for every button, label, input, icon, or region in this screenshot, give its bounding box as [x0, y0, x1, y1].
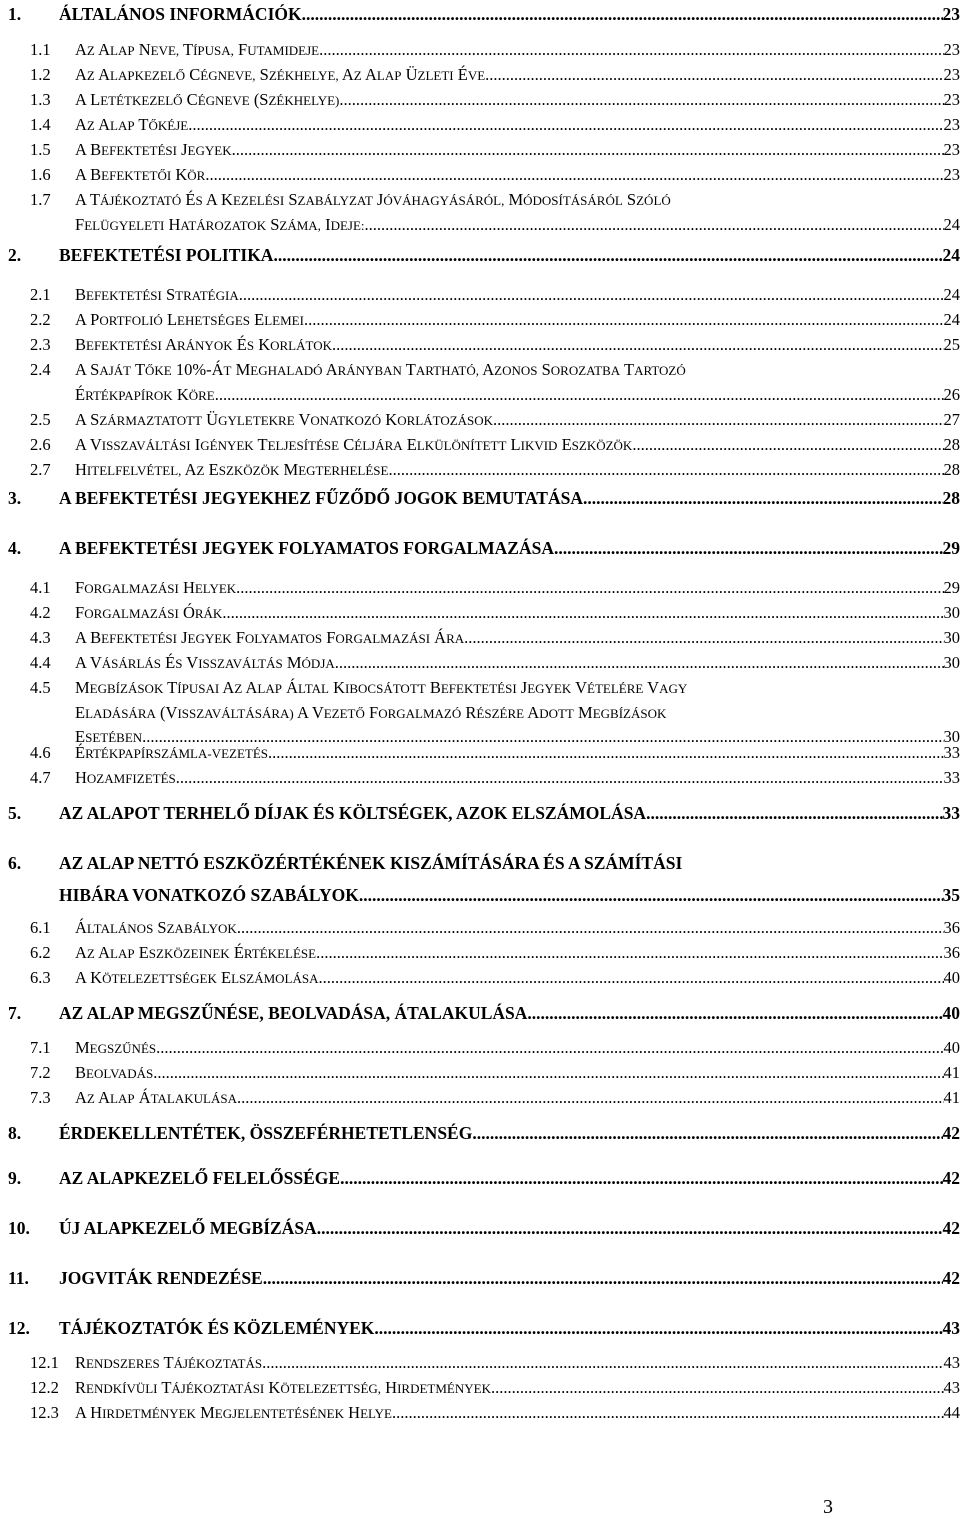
dot-leader: [554, 538, 943, 559]
toc-title: A BEFEKTETÉSI JEGYEK FOLYAMATOS FORGALMAZÁSI ÁRA: [75, 628, 465, 647]
toc-line: [75, 435, 960, 455]
toc-title: ÉRTÉKPAPÍRSZÁMLA-VEZETÉS: [75, 743, 269, 762]
toc-title: BEFEKTETÉSI POLITIKA: [59, 245, 274, 265]
dot-leader: [239, 285, 944, 305]
toc-line: [75, 703, 960, 723]
toc-line: [59, 1268, 960, 1289]
toc-line: [75, 90, 960, 110]
dot-leader: [215, 385, 944, 405]
toc-line: [59, 245, 960, 266]
dot-leader: [632, 435, 943, 455]
toc-page-number: 30: [943, 727, 960, 746]
toc-line: [59, 1123, 960, 1144]
toc-title: HITELFELVÉTEL, AZ ESZKÖZÖK MEGTERHELÉSE: [75, 460, 389, 479]
toc-number: 2.: [8, 245, 22, 265]
toc-title: FORGALMAZÁSI ÓRÁK: [75, 603, 223, 622]
toc-page-number: 44: [943, 1403, 960, 1422]
toc-line: [75, 310, 960, 330]
toc-number: 1.1: [30, 40, 51, 59]
toc-number: 12.2: [30, 1378, 59, 1397]
dot-leader: [188, 115, 943, 135]
toc-title: AZ ALAP NETTÓ ESZKÖZÉRTÉKÉNEK KISZÁMÍTÁSÁRA ÉS A SZÁMÍTÁSI: [59, 853, 683, 873]
toc-line: [75, 335, 960, 355]
toc-line: [75, 1378, 960, 1398]
toc-page-number: 27: [943, 410, 960, 429]
toc-title: AZ ALAP NEVE, TÍPUSA, FUTAMIDEJE: [75, 40, 320, 59]
toc-line: [59, 1168, 960, 1189]
toc-page-number: 29: [942, 538, 960, 558]
dot-leader: [237, 1088, 944, 1108]
dot-leader: [493, 410, 943, 430]
toc-line: [75, 410, 960, 430]
toc-number: 6.3: [30, 968, 51, 987]
toc-title: MEGSZŰNÉS: [75, 1038, 157, 1057]
toc-line: [75, 385, 960, 405]
toc-page-number: 24: [943, 285, 960, 304]
toc-page-number: 40: [943, 1038, 960, 1057]
toc-number: 6.1: [30, 918, 51, 937]
toc-number: 4.4: [30, 653, 51, 672]
toc-title: A HIRDETMÉNYEK MEGJELENTETÉSÉNEK HELYE: [75, 1403, 392, 1422]
dot-leader: [153, 1063, 943, 1083]
dot-leader: [319, 968, 944, 988]
toc-page-number: 23: [942, 4, 960, 24]
toc-page-number: 28: [943, 435, 960, 454]
toc-line: [59, 853, 960, 874]
toc-page-number: 30: [943, 653, 960, 672]
toc-title: A KÖTELEZETTSÉGEK ELSZÁMOLÁSA: [75, 968, 319, 987]
toc-title: ÁLTALÁNOS SZABÁLYOK: [75, 918, 237, 937]
toc-number: 1.2: [30, 65, 51, 84]
toc-number: 12.: [8, 1318, 30, 1338]
dot-leader: [491, 1378, 944, 1398]
toc-page-number: 33: [943, 743, 960, 762]
toc-title: FELÜGYELETI HATÁROZATOK SZÁMA, IDEJE:: [75, 214, 365, 234]
dot-leader: [304, 310, 944, 330]
toc-number: 4.: [8, 538, 22, 558]
toc-title: HIBÁRA VONATKOZÓ SZABÁLYOK: [59, 885, 359, 905]
toc-line: [75, 943, 960, 963]
toc-line: [59, 1218, 960, 1239]
dot-leader: [374, 1318, 942, 1339]
toc-title: AZ ALAPKEZELŐ FELELŐSSÉGE: [59, 1168, 341, 1188]
dot-leader: [262, 1353, 943, 1373]
toc-number: 12.1: [30, 1353, 59, 1372]
toc-line: [75, 190, 960, 210]
dot-leader: [236, 578, 943, 598]
toc-title: A BEFEKTETÉSI JEGYEKHEZ FŰZŐDŐ JOGOK BEMUTATÁSA: [59, 488, 583, 508]
dot-leader: [392, 1403, 944, 1423]
toc-number: 4.5: [30, 678, 51, 697]
toc-title: A LETÉTKEZELŐ CÉGNEVE (SZÉKHELYE): [75, 90, 340, 109]
toc-title: A PORTFOLIÓ LEHETSÉGES ELEMEI: [75, 310, 304, 329]
toc-line: [75, 165, 960, 185]
toc-number: 7.3: [30, 1088, 51, 1107]
dot-leader: [232, 140, 944, 160]
toc-number: 8.: [8, 1123, 22, 1143]
toc-number: 7.2: [30, 1063, 51, 1082]
toc-number: 5.: [8, 803, 22, 823]
toc-line: [75, 603, 960, 623]
toc-title: ESETÉBEN: [75, 727, 143, 746]
toc-number: 4.3: [30, 628, 51, 647]
toc-title: ÚJ ALAPKEZELŐ MEGBÍZÁSA: [59, 1218, 317, 1238]
toc-title: RENDSZERES TÁJÉKOZTATÁS: [75, 1353, 263, 1372]
toc-line: [75, 628, 960, 648]
dot-leader: [316, 943, 943, 963]
toc-line: [75, 1403, 960, 1423]
toc-title: ÉRDEKELLENTÉTEK, ÖSSZEFÉRHETETLENSÉG: [59, 1123, 473, 1143]
toc-line: [75, 653, 960, 673]
toc-page-number: 41: [943, 1088, 960, 1107]
dot-leader: [156, 1038, 943, 1058]
toc-title: AZ ALAPOT TERHELŐ DÍJAK ÉS KÖLTSÉGEK, AZOK ELSZÁMOLÁSA: [59, 803, 647, 823]
toc-number: 2.7: [30, 460, 51, 479]
dot-leader: [237, 918, 944, 938]
toc-title: A BEFEKTETÉSI JEGYEK: [75, 140, 232, 159]
toc-line: [59, 803, 960, 824]
dot-leader: [527, 1003, 942, 1024]
toc-title: AZ ALAP MEGSZŰNÉSE, BEOLVADÁSA, ÁTALAKULÁSA: [59, 1003, 528, 1023]
dot-leader: [263, 1268, 943, 1289]
toc-page-number: 41: [943, 1063, 960, 1082]
toc-line: [75, 140, 960, 160]
toc-line: [75, 918, 960, 938]
toc-page-number: 33: [943, 768, 960, 787]
toc-number: 1.: [8, 4, 22, 24]
page-number: 3: [823, 1496, 833, 1518]
toc-number: 6.: [8, 853, 22, 873]
dot-leader: [176, 768, 944, 788]
toc-line: [75, 65, 960, 85]
dot-leader: [340, 1168, 942, 1189]
toc-line: [59, 4, 960, 25]
toc-page-number: 24: [942, 245, 960, 265]
toc-title: HOZAMFIZETÉS: [75, 768, 176, 787]
toc-number: 4.1: [30, 578, 51, 597]
dot-leader: [332, 335, 944, 355]
toc-page-number: 36: [943, 943, 960, 962]
dot-leader: [359, 885, 943, 906]
dot-leader: [388, 460, 943, 480]
toc-page-number: 23: [943, 40, 960, 59]
toc-title: ÁLTALÁNOS INFORMÁCIÓK: [59, 4, 302, 24]
toc-number: 7.1: [30, 1038, 51, 1057]
toc-number: 6.2: [30, 943, 51, 962]
toc-number: 4.7: [30, 768, 51, 787]
toc-page-number: 43: [942, 1318, 960, 1338]
toc-line: [75, 360, 960, 380]
toc-line: [75, 578, 960, 598]
toc-page-number: 40: [943, 968, 960, 987]
toc-title: A VÁSÁRLÁS ÉS VISSZAVÁLTÁS MÓDJA: [75, 653, 335, 672]
toc-page-number: 40: [942, 1003, 960, 1023]
toc-title: AZ ALAP TŐKÉJE: [75, 115, 189, 134]
dot-leader: [319, 40, 943, 60]
toc-line: [59, 1003, 960, 1024]
dot-leader: [302, 4, 943, 25]
dot-leader: [339, 90, 943, 110]
toc-line: [75, 115, 960, 135]
toc-number: 1.5: [30, 140, 51, 159]
toc-number: 1.6: [30, 165, 51, 184]
toc-page-number: 35: [942, 885, 960, 905]
toc-line: [75, 743, 960, 763]
toc-line: [59, 538, 960, 559]
toc-number: 2.1: [30, 285, 51, 304]
dot-leader: [335, 653, 944, 673]
dot-leader: [222, 603, 943, 623]
toc-title: A BEFEKTETÉSI JEGYEK FOLYAMATOS FORGALMAZÁSA: [59, 538, 554, 558]
toc-page-number: 43: [943, 1353, 960, 1372]
toc-number: 1.4: [30, 115, 51, 134]
toc-number: 2.6: [30, 435, 51, 454]
toc-page-number: 42: [942, 1168, 960, 1188]
toc-line: [75, 1353, 960, 1373]
toc-number: 7.: [8, 1003, 22, 1023]
toc-title: A VISSZAVÁLTÁSI IGÉNYEK TELJESÍTÉSE CÉLJÁRA ELKÜLÖNÍTETT LIKVID ESZKÖZÖK: [75, 435, 633, 454]
toc-page-number: 33: [942, 803, 960, 823]
dot-leader: [646, 803, 942, 824]
toc-line: [59, 1318, 960, 1339]
toc-title: BEFEKTETÉSI ARÁNYOK ÉS KORLÁTOK: [75, 335, 332, 354]
toc-page-number: 23: [943, 90, 960, 109]
toc-page-number: 23: [943, 165, 960, 184]
toc-title: JOGVITÁK RENDEZÉSE: [59, 1268, 263, 1288]
toc-line: [75, 215, 960, 235]
toc-line: [75, 40, 960, 60]
toc-number: 2.3: [30, 335, 51, 354]
toc-title: AZ ALAP ESZKÖZEINEK ÉRTÉKELÉSE: [75, 943, 317, 962]
toc-line: [75, 678, 960, 698]
dot-leader: [472, 1123, 942, 1144]
toc-number: 2.4: [30, 360, 51, 379]
toc-number: 9.: [8, 1168, 22, 1188]
toc-title: RENDKÍVÜLI TÁJÉKOZTATÁSI KÖTELEZETTSÉG, HIRDETMÉNYEK: [75, 1378, 491, 1397]
toc-page-number: 26: [943, 384, 960, 404]
toc-page-number: 43: [943, 1378, 960, 1397]
toc-page-number: 36: [943, 918, 960, 937]
dot-leader: [485, 65, 943, 85]
toc-number: 12.3: [30, 1403, 59, 1422]
toc-page-number: 30: [943, 628, 960, 647]
dot-leader: [205, 165, 943, 185]
toc-line: [75, 968, 960, 988]
toc-number: 4.6: [30, 743, 51, 762]
dot-leader: [464, 628, 943, 648]
dot-leader: [268, 743, 943, 763]
toc-number: 4.2: [30, 603, 51, 622]
toc-page-number: 28: [942, 488, 960, 508]
toc-line: [75, 285, 960, 305]
toc-page-number: 25: [943, 335, 960, 354]
toc-title: A TÁJÉKOZTATÓ ÉS A KEZELÉSI SZABÁLYZAT JÓVÁHAGYÁSÁRÓL, MÓDOSÍTÁSÁRÓL SZÓLÓ: [75, 190, 671, 209]
toc-number: 2.2: [30, 310, 51, 329]
toc-line: [75, 768, 960, 788]
dot-leader: [273, 245, 942, 266]
toc-number: 11.: [8, 1268, 29, 1288]
toc-line: [75, 1063, 960, 1083]
toc-page-number: 23: [943, 140, 960, 159]
toc-title: ÉRTÉKPAPÍROK KÖRE: [75, 384, 215, 404]
toc-title: AZ ALAP ÁTALAKULÁSA: [75, 1088, 237, 1107]
toc-line: [75, 460, 960, 480]
toc-title: FORGALMAZÁSI HELYEK: [75, 578, 237, 597]
toc-number: 3.: [8, 488, 22, 508]
toc-title: A SAJÁT TŐKE 10%-ÁT MEGHALADÓ ARÁNYBAN TARTHATÓ, AZONOS SOROZATBA TARTOZÓ: [75, 360, 686, 379]
toc-title: ELADÁSÁRA (VISSZAVÁLTÁSÁRA) A VEZETŐ FORGALMAZÓ RÉSZÉRE ADOTT MEGBÍZÁSOK: [75, 702, 667, 722]
toc-number: 1.3: [30, 90, 51, 109]
toc-page-number: 29: [943, 578, 960, 597]
toc-number: 1.7: [30, 190, 51, 209]
toc-title: BEFEKTETÉSI STRATÉGIA: [75, 285, 239, 304]
toc-number: 2.5: [30, 410, 51, 429]
toc-page-number: 42: [942, 1268, 960, 1288]
toc-title: MEGBÍZÁSOK TÍPUSAI AZ ALAP ÁLTAL KIBOCSÁTOTT BEFEKTETÉSI JEGYEK VÉTELÉRE VAGY: [75, 678, 688, 697]
toc-page-number: 42: [942, 1218, 960, 1238]
toc-page-number: 23: [943, 115, 960, 134]
dot-leader: [583, 488, 943, 509]
toc-line: [59, 488, 960, 509]
toc-page-number: 30: [943, 603, 960, 622]
toc-number: 10.: [8, 1218, 30, 1238]
toc-page-number: 42: [942, 1123, 960, 1143]
toc-page-number: 23: [943, 65, 960, 84]
toc-title: BEOLVADÁS: [75, 1063, 154, 1082]
toc-line: [75, 1088, 960, 1108]
toc-page-number: 28: [943, 460, 960, 479]
toc-page-number: 24: [943, 310, 960, 329]
dot-leader: [365, 215, 944, 235]
toc-line: [75, 1038, 960, 1058]
toc-title: TÁJÉKOZTATÓK ÉS KÖZLEMÉNYEK: [59, 1318, 375, 1338]
toc-line: [59, 885, 960, 906]
toc-title: AZ ALAPKEZELŐ CÉGNEVE, SZÉKHELYE, AZ ALAP ÜZLETI ÉVE: [75, 65, 486, 84]
toc-page-number: 24: [943, 214, 960, 234]
dot-leader: [317, 1218, 943, 1239]
toc-title: A BEFEKTETŐI KÖR: [75, 165, 206, 184]
toc-title: A SZÁRMAZTATOTT ÜGYLETEKRE VONATKOZÓ KORLÁTOZÁSOK: [75, 410, 494, 429]
